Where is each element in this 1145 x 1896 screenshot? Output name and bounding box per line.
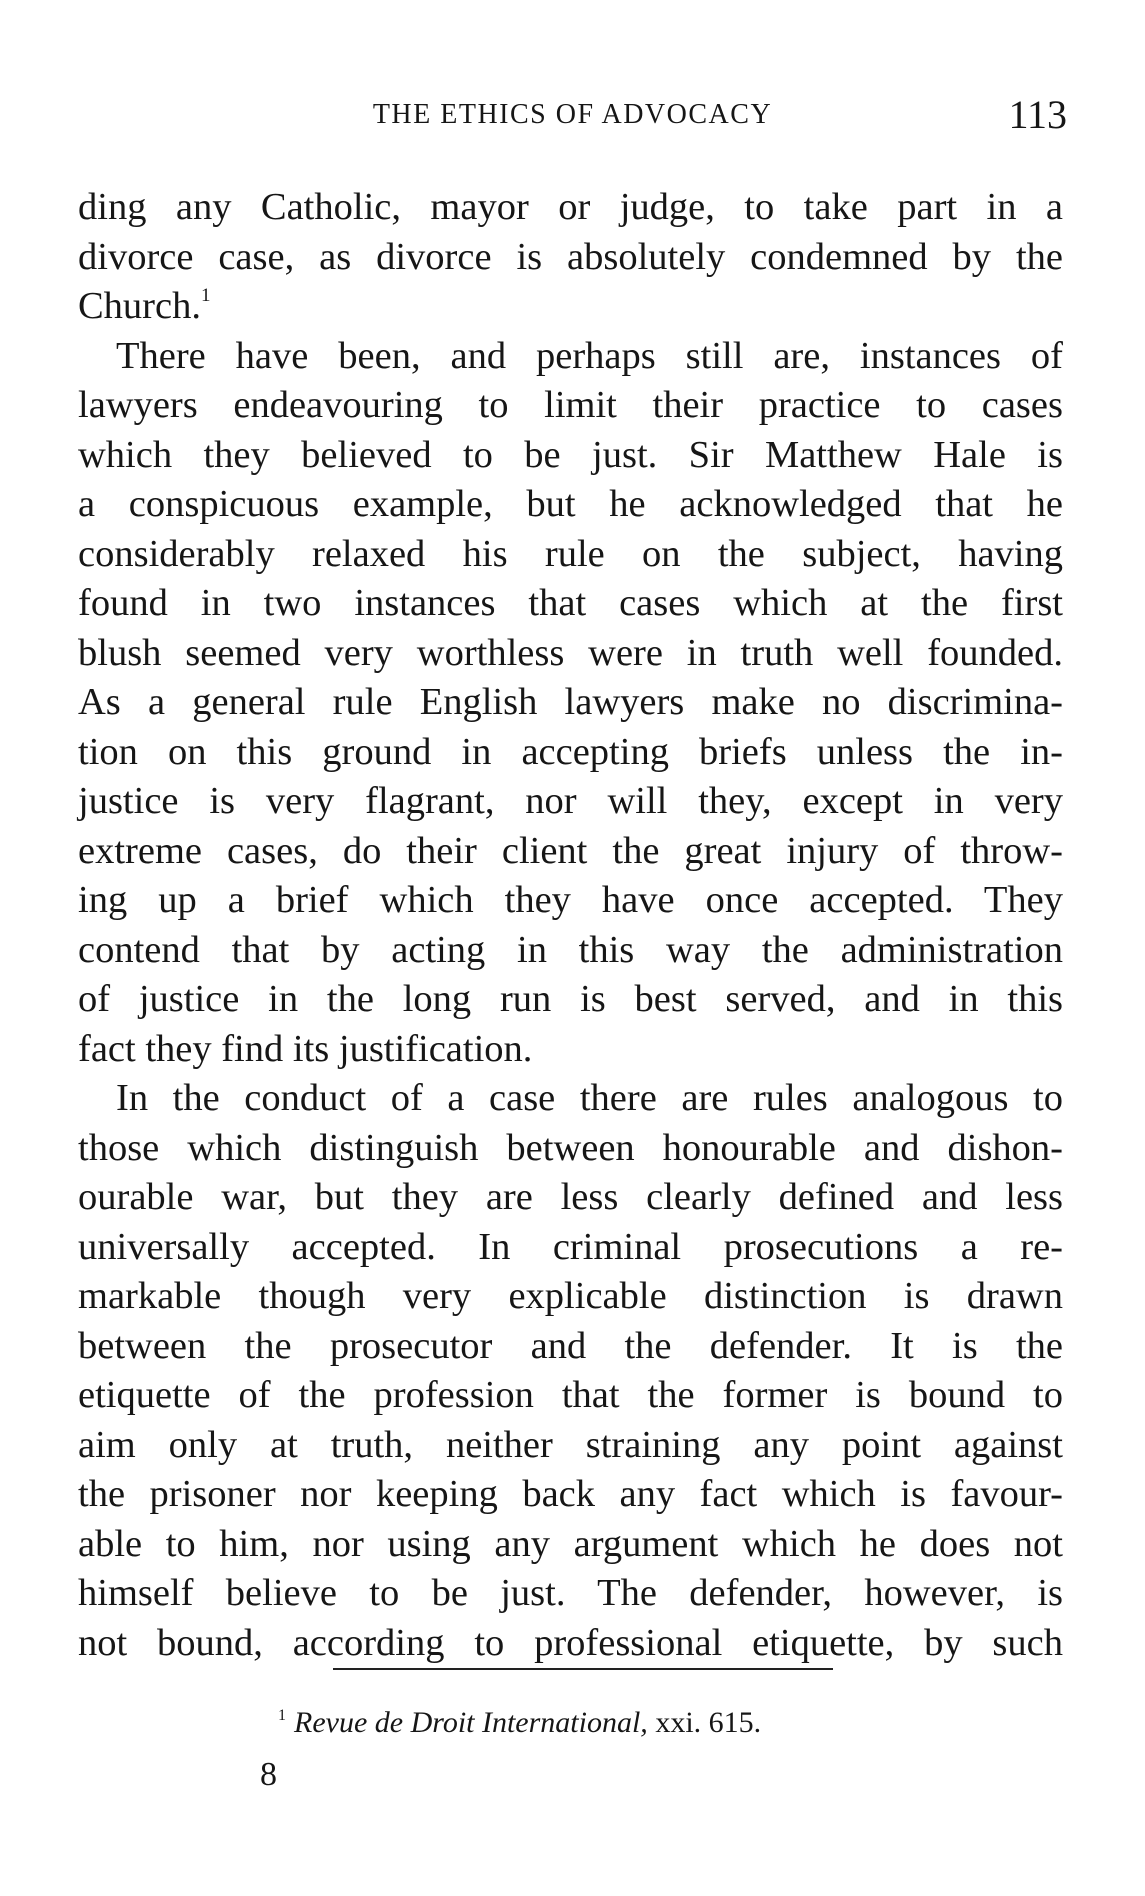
text-line: extreme cases, do their client the great injury of throw- [78, 829, 1063, 872]
text-line: aim only at truth, neither straining any point against [78, 1423, 1063, 1466]
text-line: divorce case, as divorce is absolutely condemned by the [78, 235, 1063, 278]
text-line: etiquette of the profession that the former is bound to [78, 1374, 1063, 1416]
text-line: blush seemed very worthless were in truth well founded. [78, 631, 1063, 674]
running-head [78, 92, 1067, 139]
footnote-title: Revue de Droit International, [294, 1706, 648, 1739]
text-line: lawyers endeavouring to limit their practice to cases [78, 384, 1063, 426]
text-line: a conspicuous example, but he acknowledged that he [78, 483, 1063, 525]
footnote-divider [333, 1668, 833, 1670]
text-line: which they believed to be just. Sir Matthew Hale is [78, 433, 1063, 476]
footnote-reference-text: xxi. 615. [647, 1706, 762, 1739]
text-line: universally accepted. In criminal prosecutions a re- [78, 1225, 1063, 1268]
text-line: considerably relaxed his rule on the subject, having [78, 532, 1063, 575]
footnote-reference: 1 [200, 285, 211, 306]
text-line: ourable war, but they are less clearly defined and less [78, 1176, 1063, 1218]
text-line: In the conduct of a case there are rules analogous to [116, 1077, 1063, 1119]
text-line: Church. [78, 285, 201, 327]
text-line: not bound, according to professional etiquette, by such [78, 1621, 1063, 1664]
text-line: markable though very explicable distinction is drawn [78, 1275, 1063, 1317]
text-line: found in two instances that cases which at the first [78, 582, 1063, 624]
text-line: the prisoner nor keeping back any fact which is favour- [78, 1473, 1063, 1515]
footnote-marker: 1 [278, 1707, 286, 1724]
signature-mark: 8 [260, 1756, 277, 1793]
text-line: ing up a brief which they have once accepted. They [78, 879, 1063, 921]
text-line: of justice in the long run is best served, and in this [78, 978, 1063, 1020]
running-title: THE ETHICS OF ADVOCACY [372, 99, 773, 130]
footnote [278, 1706, 761, 1740]
text-line: There have been, and perhaps still are, instances of [116, 334, 1063, 377]
text-line-with-note [78, 282, 1063, 332]
text-line: tion on this ground in accepting briefs unless the in- [78, 730, 1063, 773]
text-line: As a general rule English lawyers make no discrimina- [78, 681, 1063, 723]
page-number: 113 [1008, 92, 1067, 137]
text-line: fact they find its justification. [78, 1027, 533, 1070]
text-line: contend that by acting in this way the administration [78, 928, 1063, 971]
body-text [78, 183, 1063, 1668]
text-line: those which distinguish between honourable and dishon- [78, 1126, 1063, 1169]
text-line: justice is very flagrant, nor will they, except in very [78, 780, 1063, 822]
text-line: himself believe to be just. The defender, however, is [78, 1572, 1063, 1614]
text-line: between the prosecutor and the defender. It is the [78, 1324, 1063, 1367]
text-line: ding any Catholic, mayor or judge, to take part in a [78, 186, 1063, 228]
text-line: able to him, nor using any argument which he does not [78, 1522, 1063, 1565]
